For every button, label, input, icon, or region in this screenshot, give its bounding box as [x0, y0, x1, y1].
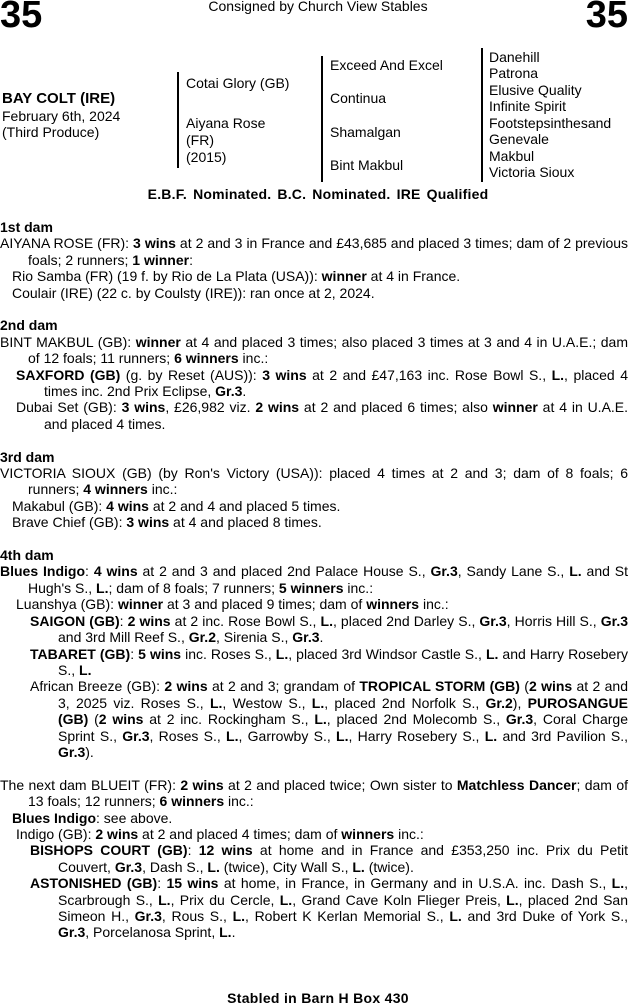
dam4-grandprogeny-2: TABARET (GB): 5 wins inc. Roses S., L., placed 3rd Windsor Castle S., L. and Harry Rosebery S., L. — [30, 645, 628, 678]
next-dam-paragraph: The next dam BLUEIT (FR): 2 wins at 2 and placed twice; Own sister to Matchless Dancer; dam of 13 foals; 12 runners; 6 winners inc.: — [0, 776, 629, 810]
dam4-progeny-2: African Breeze (GB): 2 wins at 2 and 3; grandam of TROPICAL STORM (GB) (2 wins at 2 and 3, 2025 viz. Roses S., L., Westow S., L., placed 2nd Norfolk S., Gr.2), PUROSANGUE (GB) (2 wins at 2 inc. Rockingham S., L., placed 2nd Molecomb S., Gr.3, Coral Charge Sprint S., Gr.3, Roses S., L., Garrowby S., L., Harry Rosebery S., L. and 3rd Pavilion S., Gr.3). — [30, 678, 629, 760]
dam4-paragraph: Blues Indigo: 4 wins at 2 and 3 and placed 2nd Palace House S., Gr.3, Sandy Lane S., L. and St Hugh's S., L.; dam of 8 foals; 7 runners; 5 winners inc.: — [0, 563, 629, 596]
dam3-progeny-2: Brave Chief (GB): 3 wins at 4 and placed 8 times. — [12, 514, 322, 531]
horse-foaled: February 6th, 2024 — [2, 108, 121, 124]
horse-produce: (Third Produce) — [2, 124, 100, 140]
dam1-progeny-2: Coulair (IRE) (22 c. by Coulsty (IRE)): ran once at 2, 2024. — [12, 284, 375, 301]
dam2-progeny-1: SAXFORD (GB) (g. by Reset (AUS)): 3 wins at 2 and £47,163 inc. Rose Bowl S., L., placed 4 times inc. 2nd Prix Eclipse, Gr.3. — [16, 366, 628, 400]
dam4-progeny-1: Luanshya (GB): winner at 3 and placed 9 times; dam of winners inc.: — [16, 596, 449, 613]
dam2-progeny-2: Dubai Set (GB): 3 wins, £26,982 viz. 2 wins at 2 and placed 6 times; also winner at 4 in U.A.E. and placed 4 times. — [16, 399, 629, 432]
dam2-paragraph: BINT MAKBUL (GB): winner at 4 and placed 3 times; also placed 3 times at 3 and 4 in U.A.E.; dam of 12 foals; 11 runners; 6 winners inc.: — [0, 333, 629, 367]
lot-number-right: 35 — [585, 0, 628, 36]
consignor-line: Consigned by Church View Stables — [208, 0, 428, 14]
dam4-grandprogeny-1: SAIGON (GB): 2 wins at 2 inc. Rose Bowl S., L., placed 2nd Darley S., Gr.3, Horris Hill S., Gr.3 and 3rd Mill Reef S., Gr.2, Sirenia S., Gr.3. — [30, 612, 628, 646]
pedigree-gen4-7: Makbul — [489, 148, 535, 164]
pedigree-gen3-1: Exceed And Excel — [330, 57, 443, 73]
pedigree-gen3-3: Shamalgan — [330, 124, 401, 140]
pedigree-gen4-8: Victoria Sioux — [489, 164, 575, 180]
pedigree-dam-line1: Aiyana Rose — [186, 115, 266, 131]
pedigree-line-gen3 — [321, 56, 323, 182]
dam1-progeny-1: Rio Samba (FR) (19 f. by Rio de La Plata (USA)): winner at 4 in France. — [12, 268, 461, 285]
catalogue-body — [0, 219, 628, 941]
pedigree-line-gen2 — [177, 72, 179, 168]
lot-number-left: 35 — [0, 0, 43, 36]
section-heading-4th-dam: 4th dam — [0, 547, 54, 564]
pedigree-gen4-6: Genevale — [489, 131, 549, 147]
pedigree-gen4-4: Infinite Spirit — [489, 98, 567, 114]
dam1-paragraph: AIYANA ROSE (FR): 3 wins at 2 and 3 in France and £43,685 and placed 3 times; dam of 2 previous foals; 2 runners; 1 winner: — [0, 235, 629, 268]
pedigree-gen3-4: Bint Makbul — [330, 157, 404, 173]
pedigree-line-gen4 — [481, 48, 483, 182]
pedigree-gen4-2: Patrona — [489, 65, 539, 81]
dam3-progeny-1: Makabul (GB): 4 wins at 2 and 4 and placed 5 times. — [12, 497, 341, 514]
pedigree-gen4-1: Danehill — [489, 49, 540, 65]
pedigree-dam-line2: (FR) — [186, 132, 214, 148]
section-heading-2nd-dam: 2nd dam — [0, 317, 58, 334]
pedigree-gen4-3: Elusive Quality — [489, 82, 582, 98]
pedigree-dam-line3: (2015) — [186, 149, 227, 165]
horse-description: BAY COLT (IRE) — [2, 90, 116, 107]
stabling-info: Stabled in Barn H Box 430 — [227, 990, 409, 1006]
dam3-paragraph: VICTORIA SIOUX (GB) (by Ron's Victory (USA)): placed 4 times at 2 and 3; dam of 8 foals; 6 runners; 4 winners inc.: — [0, 465, 628, 498]
nominations-line: E.B.F. Nominated. B.C. Nominated. IRE Qualified — [147, 186, 489, 202]
section-heading-1st-dam: 1st dam — [0, 219, 53, 235]
pedigree-sire: Cotai Glory (GB) — [186, 75, 290, 91]
pedigree-gen3-2: Continua — [330, 90, 387, 106]
next-dam-grandprogeny-2: ASTONISHED (GB): 15 wins at home, in France, in Germany and in U.S.A. inc. Dash S., L., Scarbrough S., L., Prix du Cercle, L., Grand Cave Koln Flieger Preis, L., placed 2nd San Simeon H., Gr.3, Rous S., L., Robert K Kerlan Memorial S., L. and 3rd Duke of York S., Gr.3, Porcelanosa Sprint, L.. — [30, 875, 629, 941]
pedigree-gen4-5: Footstepsinthesand — [489, 115, 612, 131]
next-dam-grandprogeny-1: BISHOPS COURT (GB): 12 wins at home and in France and £353,250 inc. Prix du Petit Couvert, Gr.3, Dash S., L. (twice), City Wall S., L. (twice). — [30, 842, 629, 875]
next-dam-progeny-2: Indigo (GB): 2 wins at 2 and placed 4 times; dam of winners inc.: — [16, 825, 424, 842]
section-heading-3rd-dam: 3rd dam — [0, 448, 55, 465]
next-dam-progeny-1: Blues Indigo: see above. — [12, 809, 173, 826]
